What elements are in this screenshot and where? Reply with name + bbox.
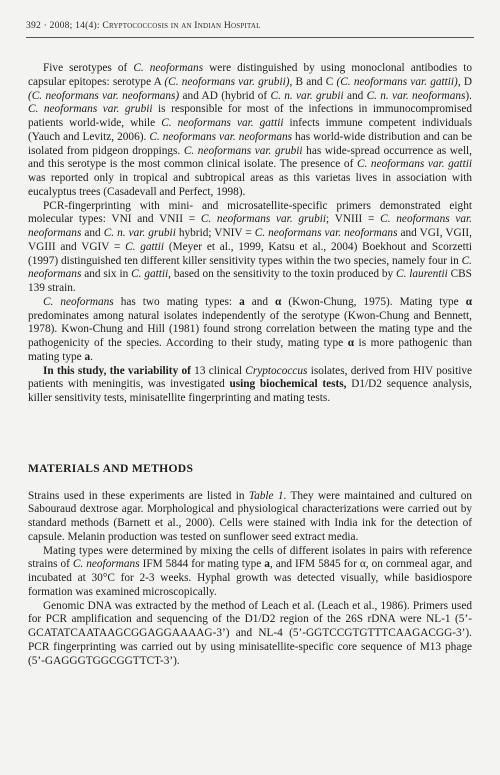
text: were distinguished by using monoclonal antibodies to capsular epitopes: serotype A xyxy=(28,62,472,88)
page-number: 392 xyxy=(26,20,41,31)
text: was reported only in tropical and subtropical areas as this varietas lives in association with eucalyptus trees (Casadevall and Perfect, 1998). xyxy=(28,172,472,198)
text: is responsible for most of the infections in immunocompromised patients world-wide, while xyxy=(28,103,472,129)
emphasis: using biochemical tests, xyxy=(229,378,347,391)
paragraph-dna-methods xyxy=(28,600,472,669)
species-name: C. neoformans xyxy=(43,295,114,308)
text: , D xyxy=(457,75,472,88)
section-heading: MATERIALS AND METHODS xyxy=(28,461,194,475)
text: and AD (hybrid of xyxy=(179,89,271,102)
text: CBS 139 strain. xyxy=(28,268,472,294)
species-name: C. laurentii xyxy=(396,268,448,281)
text: and xyxy=(343,89,367,102)
text: predominates among natural isolates independently of the serotype (Kwon-Chung and Bennett, 1978). Kwon-Chung and Hill (1981) found strong correlation between the mating type and the pathogenicity of the species. According to their study, mating type xyxy=(28,309,472,349)
text: IFM 5844 for mating type xyxy=(139,558,265,571)
text: hybrid; VNIV = xyxy=(175,227,255,239)
text: Strains used in these experiments are listed in xyxy=(28,489,249,502)
species-name: C. neoformans xyxy=(72,558,140,571)
paragraph-mating-types xyxy=(28,296,472,365)
species-name: C. gattii xyxy=(125,240,165,253)
text: (Meyer et al., 1999, Katsu et al., 2004) Boekhout and Scorzetti (1997) distinguished ten different killer sensitivity types within the two species, namely four in xyxy=(28,240,472,267)
text: 13 clinical xyxy=(190,364,246,377)
text: ; VNIII = xyxy=(326,213,381,226)
text: , and IFM 5845 for α, on cornmeal agar, and incubated at 30°C for 2-3 weeks. Hyphal growth was detected visually, while basidiospore formation was examined microscopically. xyxy=(28,558,472,598)
mating-type-symbol: a xyxy=(84,350,91,363)
mating-type-symbol: α xyxy=(275,295,282,308)
species-name: C. neoformans var. neoformans xyxy=(149,130,293,143)
mating-type-symbol: α xyxy=(465,295,472,308)
text: Genomic DNA was extracted by the method of Leach et al. (Leach et al., 1986). Primers used for PCR amplification and sequencing of the D1/D2 region of the 26S rDNA were NL-1 (5’-GCATATCAATAAGCGGAGGAAAAG-3’) and NL-4 (5’-GGTCCGTGTTTCAAGACGG-3’). PCR fingerprinting was carried out by using minisatellite-specific core sequence of M13 phage (5’-GAGGGTGGCGGTTCT-3’). xyxy=(28,599,472,667)
paragraph-pcr-fingerprinting xyxy=(28,200,472,296)
table-reference: Table 1 xyxy=(248,489,284,502)
species-name: C. n. var. grubii xyxy=(103,227,176,239)
text: has wide-spread occurrence as well, and this serotype is the most common clinical isolate. The presence of xyxy=(28,144,472,171)
species-name: C. neoformans var. neoformans xyxy=(254,227,398,239)
text: , B and C xyxy=(289,75,337,88)
article-body xyxy=(28,62,472,668)
species-name: C. n. var. neoformans xyxy=(366,89,466,102)
running-title: Cryptococcosis in an Indian Hospital xyxy=(102,20,261,31)
mating-type-symbol: α xyxy=(347,337,354,349)
text: and xyxy=(81,227,104,239)
text: D1/D2 sequence analysis, killer sensitivity tests, minisatellite fingerprinting and mating tests. xyxy=(28,378,472,404)
text: and VGI, VGII, VGIII and VGIV = xyxy=(28,227,472,253)
species-name: C. neoformans var. neoformans xyxy=(28,213,472,239)
mating-type-symbol: a xyxy=(239,295,245,308)
paragraph-strains xyxy=(28,490,472,545)
running-head xyxy=(26,20,476,31)
text: PCR-fingerprinting with mini- and microsatellite-specific primers demonstrated eight molecular types: VNI and VNII = xyxy=(28,199,472,226)
species-name: C. gattii xyxy=(131,268,169,281)
paragraph-mating-method xyxy=(28,545,472,600)
text: ). xyxy=(465,89,472,102)
text: Five serotypes of xyxy=(43,62,134,74)
genus-name: Cryptococcus xyxy=(245,364,308,377)
species-name: (C. neoformans var. gattii) xyxy=(336,75,458,88)
text: (Kwon-Chung, 1975). Mating type xyxy=(281,295,466,308)
text: and six in xyxy=(81,268,132,281)
species-name: C. neoformans var. grubii xyxy=(183,144,303,157)
mating-type-symbol: a xyxy=(264,558,270,571)
species-name: C. neoformans xyxy=(28,254,472,281)
journal-citation: 2008; 14(4): xyxy=(49,20,100,31)
text: has world-wide distribution and can be isolated from pidgeon droppings. xyxy=(28,130,472,157)
text: and xyxy=(244,295,276,308)
species-name: (C. neoformans var. grubii) xyxy=(164,75,290,88)
text: , based on the sensitivity to the toxin produced by xyxy=(168,268,397,281)
section-spacer xyxy=(28,406,472,462)
text: . xyxy=(90,350,93,363)
text: is more pathogenic than mating type xyxy=(28,337,472,363)
emphasis: In this study, the variability of xyxy=(43,364,191,377)
species-name: C. neoformans var. gattii xyxy=(161,117,284,129)
species-name: C. neoformans var. gattii xyxy=(356,158,472,171)
species-name: C. neoformans var. grubii xyxy=(200,213,327,226)
paragraph-study-aim xyxy=(28,365,472,406)
header-rule xyxy=(26,37,474,38)
species-name: C. n. var. grubii xyxy=(270,89,344,102)
text: has two mating types: xyxy=(113,295,240,308)
text: . They were maintained and cultured on Sabouraud dextrose agar. Morphological and physiological characterizations were carried out by standard methods (Barnett et al., 2000). Cells were stained with India ink for the detection of capsule. Melanin production was tested on sunflower seed extract media. xyxy=(28,489,472,543)
species-name: (C. neoformans var. neoformans) xyxy=(28,89,180,102)
text: isolates, derived from HIV positive patients with meningitis, was investigated xyxy=(28,364,473,391)
header-separator: · xyxy=(43,20,48,31)
text: infects immune competent individuals (Yauch and Levitz, 2006). xyxy=(28,117,472,143)
paragraph-serotypes xyxy=(28,62,472,200)
text: Mating types were determined by mixing the cells of different isolates in pairs with reference strains of xyxy=(28,544,472,571)
species-name: C. neoformans xyxy=(133,62,204,74)
species-name: C. neoformans var. grubii xyxy=(28,103,153,116)
